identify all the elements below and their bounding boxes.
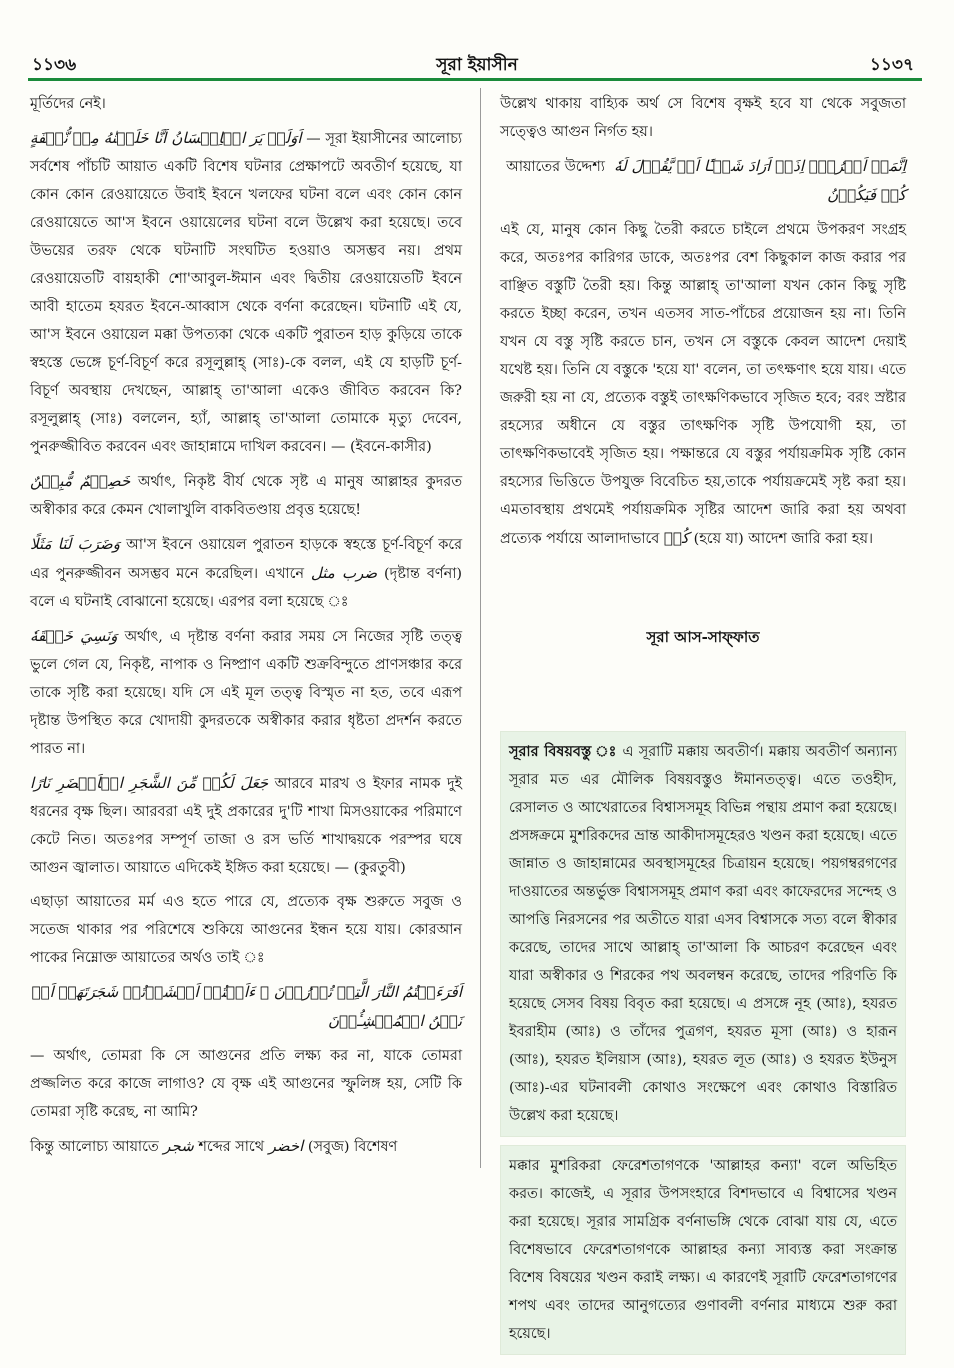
paragraph (30, 622, 462, 763)
paragraph-text: — সূরা ইয়াসীনের আলোচ্য সর্বশেষ পাঁচটি আয়াত একটি বিশেষ ঘটনার প্রেক্ষাপটে অবতীর্ণ হয়েছে, যা কোন কোন রেওয়ায়েতে উবাই ইবনে খলফের ঘটনা বলে এবং কোন কোন রেওয়ায়েতে আ'স ইবনে ওয়ায়েলের ঘটনা বলে উল্লেখ করা হয়েছে। তবে উভয়ের তরফ থেকে ঘটনাটি সংঘটিত হওয়াও অসম্ভব নয়। প্রথম রেওয়ায়েতটি বায়হাকী শো'আবুল-ঈমান এবং দ্বিতীয় রেওয়ায়েতটি ইবনে আবী হাতেম হযরত ইবনে-আব্বাস থেকে বর্ণনা করেছেন। ঘটনাটি এই যে, আ'স ইবনে ওয়ায়েল মক্কা উপত্যকা থেকে একটি পুরাতন হাড় কুড়িয়ে তাকে স্বহস্তে ভেঙ্গে চূর্ণ-বিচূর্ণ করে রসূলুল্লাহ্ (সাঃ)-কে বলল, এই যে হাড়টি চূর্ণ-বিচূর্ণ অবস্থায় দেখছেন, আল্লাহ্ তা'আলা একেও জীবিত করবেন কি? রসূলুল্লাহ্ (সাঃ) বললেন, হ্যাঁ, আল্লাহ্ তা'আলা তোমাকে মৃত্যু দেবেন, পুনরুজ্জীবিত করবেন এবং জাহান্নামে দাখিল করবেন। — (ইবনে-কাসীর) (30, 131, 463, 455)
page-number-right: ১১৩৭ (869, 55, 914, 75)
paragraph (30, 1132, 462, 1161)
column-divider (480, 88, 481, 1168)
header-rule (28, 78, 922, 81)
paragraph-text: (দৃষ্টান্ত বর্ণনা) বলে এ ঘটনাই বোঝানো হয়েছে। এরপর বলা হয়েছে ঃ (30, 566, 462, 610)
sura-heading: সূরা আস-সাফ্‌ফাত (646, 628, 760, 646)
page-number-left: ১১৩৬ (32, 55, 77, 75)
paragraph-text: কিন্তু আলোচ্য আয়াতে (30, 1139, 164, 1155)
paragraph (30, 769, 462, 882)
summary-box (500, 731, 906, 1137)
arabic-verse: اِنَّمَاۤ اَمۡرُهٗۤ اِذَاۤ اَرَادَ شَيۡـًٔا اَنۡ يَّقُوۡلَ لَهٗ كُنۡ فَيَكُوۡنُ (614, 157, 906, 204)
arabic-verse: اَفَرَءَيۡتُمُ النَّارَ الَّتِىۡ تُوۡرُوۡنَ ۞ ءَاَنۡتُمۡ اَنۡشَاۡتُمۡ شَجَرَتَهَاۤ اَمۡ نَحۡنُ الۡمُنۡشِـُٔوۡنَ (31, 983, 462, 1030)
summary-text: এ সূরাটি মক্কায় অবতীর্ণ। মক্কায় অবতীর্ণ অন্যান্য সূরার মত এর মৌলিক বিষয়বস্তুও ঈমানতত্ত্ব। এতে তওহীদ, রেসালত ও আখেরাতের বিশ্বাসসমূহ বিভিন্ন পন্থায় প্রমাণ করা হয়েছে। প্রসঙ্গক্রমে মুশরিকদের ভ্রান্ত আকীদাসমূহেরও খণ্ডন করা হয়েছে। এতে জান্নাত ও জাহান্নামের অবস্থাসমূহের চিত্রায়ন হয়েছে। পয়গম্বরগণের দাওয়াতের অন্তর্ভুক্ত বিশ্বাসসমূহ প্রমাণ করা এবং কাফেরদের সন্দেহ ও আপত্তি নিরসনের পর অতীতে যারা এসব বিশ্বাসকে সত্য বলে স্বীকার করেছে, তাদের সাথে আল্লাহ্ তা'আলা কি আচরণ করেছেন এবং যারা অস্বীকার ও শিরকের পথ অবলম্বন করেছে, তাদের পরিণতি কি হয়েছে সেসব বিষয় বিবৃত করা হয়েছে। এ প্রসঙ্গে নূহ (আঃ), হযরত ইবরাহীম (আঃ) ও তাঁদের পুত্রগণ, হযরত মূসা (আঃ) ও হারূন (আঃ), হযরত ইলিয়াস (আঃ), হযরত লূত (আঃ) ও হযরত ইউনুস (আঃ)-এর ঘটনাবলী কোথাও সংক্ষেপে এবং কোথাও বিস্তারিত উল্লেখ করা হয়েছে। (509, 744, 897, 1124)
summary-label: সূরার বিষয়বস্তু ঃ (509, 743, 618, 760)
paragraph: এছাড়া আয়াতের মর্ম এও হতে পারে যে, প্রত্যেক বৃক্ষ শুরুতে সবুজ ও সতেজ থাকার পর পরিশেষে শুকিয়ে আগুনের ইন্ধন হয়ে যায়। কোরআন পাকের নিম্নোক্ত আয়াতের অর্থও তাই ঃ (30, 894, 462, 966)
paragraph (500, 216, 906, 553)
verse-label: আয়াতের উদ্দেশ্য (506, 159, 605, 175)
paragraph (30, 124, 462, 461)
paragraph-text: আরবে মারখ ও ইফার নামক দুই ধরনের বৃক্ষ ছিল। আরবরা এই দুই প্রকারের দু'টি শাখা মিসওয়াকের পরিমাণে কেটে নিত। অতঃপর সম্পূর্ণ তাজা ও রস ভর্তি শাখাদ্বয়কে পরস্পর ঘষে আগুন জ্বালাত। আয়াতে এদিকেই ইঙ্গিত করা হয়েছে। — (কুরতুবী) (30, 776, 462, 876)
paragraph-text: (হয়ে যা) আদেশ জারি করা হয়। (689, 531, 874, 547)
paragraph: মূর্তিদের নেই। (30, 96, 106, 112)
paragraph: উল্লেখ থাকায় বাহ্যিক অর্থ সে বিশেষ বৃক্ষই হবে যা থেকে সবুজতা সত্ত্বেও আগুন নির্গত হয়। (500, 96, 906, 140)
arabic-verse: جَعَلَ لَكُمۡ مِّنَ الشَّجَرِ الۡاَخۡضَرِ نَارًا (30, 774, 269, 792)
arabic-verse-line (30, 978, 462, 1036)
arabic-verse: خَصِيۡمٌ مُّبِيۡنٌ (30, 472, 131, 490)
left-column (30, 90, 462, 1167)
paragraph (30, 530, 462, 616)
paragraph-text: শব্দের সাথে (193, 1139, 269, 1155)
right-column (500, 90, 906, 1363)
arabic-verse: اَوَلَمۡ يَرَ الۡاِنۡسَانُ اَنَّا خَلَقۡنٰهُ مِنۡ نُّطۡفَةٍ (30, 129, 302, 147)
paragraph-text: অর্থাৎ, নিকৃষ্ট বীর্য থেকে সৃষ্ট এ মানুষ আল্লাহর কুদরত অস্বীকার করে কেমন খোলাখুলি বাকবিতণ্ডায় প্রবৃত্ত হয়েছে! (30, 474, 462, 518)
paragraph (30, 467, 462, 524)
paragraph: — অর্থাৎ, তোমরা কি সে আগুনের প্রতি লক্ষ্য কর না, যাকে তোমরা প্রজ্জলিত করে কাজে লাগাও? যে বৃক্ষ এই আগুনের স্ফুলিঙ্গ হয়, সেটি কি তোমরা সৃষ্টি করেছ, না আমি? (30, 1048, 462, 1120)
arabic-verse-line (500, 152, 906, 210)
paragraph-text: (সবুজ) বিশেষণ (303, 1139, 398, 1155)
paragraph-text: আ'স ইবনে ওয়ায়েল পুরাতন হাড়কে স্বহস্তে চূর্ণ-বিচূর্ণ করে এর পুনরুজ্জীবন অসম্ভব মনে করেছিল। এখানে (30, 537, 462, 582)
paragraph-text: অর্থাৎ, এ দৃষ্টান্ত বর্ণনা করার সময় সে নিজের সৃষ্টি তত্ত্ব ভুলে গেল যে, নিকৃষ্ট, নাপাক ও নিষ্প্রাণ একটি শুক্রবিন্দুতে প্রাণসঞ্চার করে তাকে সৃষ্টি করা হয়েছে। যদি সে এই মূল তত্ত্ব বিস্মৃত না হত, তবে এরূপ দৃষ্টান্ত উপস্থিত করে খোদায়ী কুদরতকে অস্বীকার করার ধৃষ্টতা প্রদর্শন করতে পারত না। (30, 629, 462, 757)
summary-text: মক্কার মুশরিকরা ফেরেশতাগণকে 'আল্লাহর কন্যা' বলে অভিহিত করত। কাজেই, এ সূরার উপসংহারে বিশদভাবে এ বিশ্বাসের খণ্ডন করা হয়েছে। সূরার সামগ্রিক বর্ণনাভঙ্গি থেকে বোঝা যায় যে, এতে বিশেষভাবে ফেরেশতাগণকে আল্লাহর কন্যা সাব্যস্ত করা সংক্রান্ত বিশেষ বিষয়ের খণ্ডন করাই লক্ষ্য। এ কারণেই সূরাটি ফেরেশতাগণের শপথ এবং তাদের আনুগত্যের গুণাবলী বর্ণনার মাধ্যমে শুরু করা হয়েছে। (509, 1158, 897, 1342)
arabic-phrase: ضرب مثل (310, 564, 378, 582)
arabic-word: شجر (163, 1137, 194, 1155)
paragraph-text: এই যে, মানুষ কোন কিছু তৈরী করতে চাইলে প্রথমে উপকরণ সংগ্রহ করে, অতঃপর কারিগর ডাকে, অতঃপর বেশ কিছুকাল কাজ করার পর বাঞ্ছিত বস্তুটি তৈরী হয়। কিন্তু আল্লাহ্ তা'আলা যখন কোন কিছু সৃষ্টি করতে ইচ্ছা করেন, তখন এতসব সাত-পাঁচের প্রয়োজন হয় না। তিনি যখন যে বস্তু সৃষ্টি করতে চান, তখন সে বস্তুকে কেবল আদেশ দেয়াই যথেষ্ট হয়। তিনি যে বস্তুকে 'হয়ে যা' বলেন, তা তৎক্ষণাৎ হয়ে যায়। এতে জরুরী হয় না যে, প্রত্যেক বস্তুই তাৎক্ষণিকভাবে সৃজিত হবে; বরং স্রষ্টার রহস্যের অধীনে যে বস্তুর তাৎক্ষণিক সৃষ্টি উপযোগী হয়, তা তাৎক্ষণিকভাবেই সৃজিত হয়। পক্ষান্তরে যে বস্তুর পর্যায়ক্রমিক সৃষ্টি কোন রহস্যের ভিত্তিতে উপযুক্ত বিবেচিত হয়,তাকে পর্যায়ক্রমেই সৃষ্ট করা হয়। এমতাবস্থায় প্রথমেই পর্যায়ক্রমিক সৃষ্টির আদেশ জারি করা হয় অথবা প্রত্যেক পর্যায়ে আলাদাভাবে (500, 222, 906, 547)
arabic-word: اخضر (268, 1137, 304, 1155)
arabic-verse: وَنَسِيَ خَلۡقَهٗ (30, 627, 118, 645)
summary-box (500, 1145, 906, 1355)
arabic-word: كُنۡ (663, 529, 690, 547)
arabic-verse: وَضَرَبَ لَنَا مَثَلًا (30, 535, 121, 553)
running-title: সূরা ইয়াসীন (436, 55, 518, 75)
